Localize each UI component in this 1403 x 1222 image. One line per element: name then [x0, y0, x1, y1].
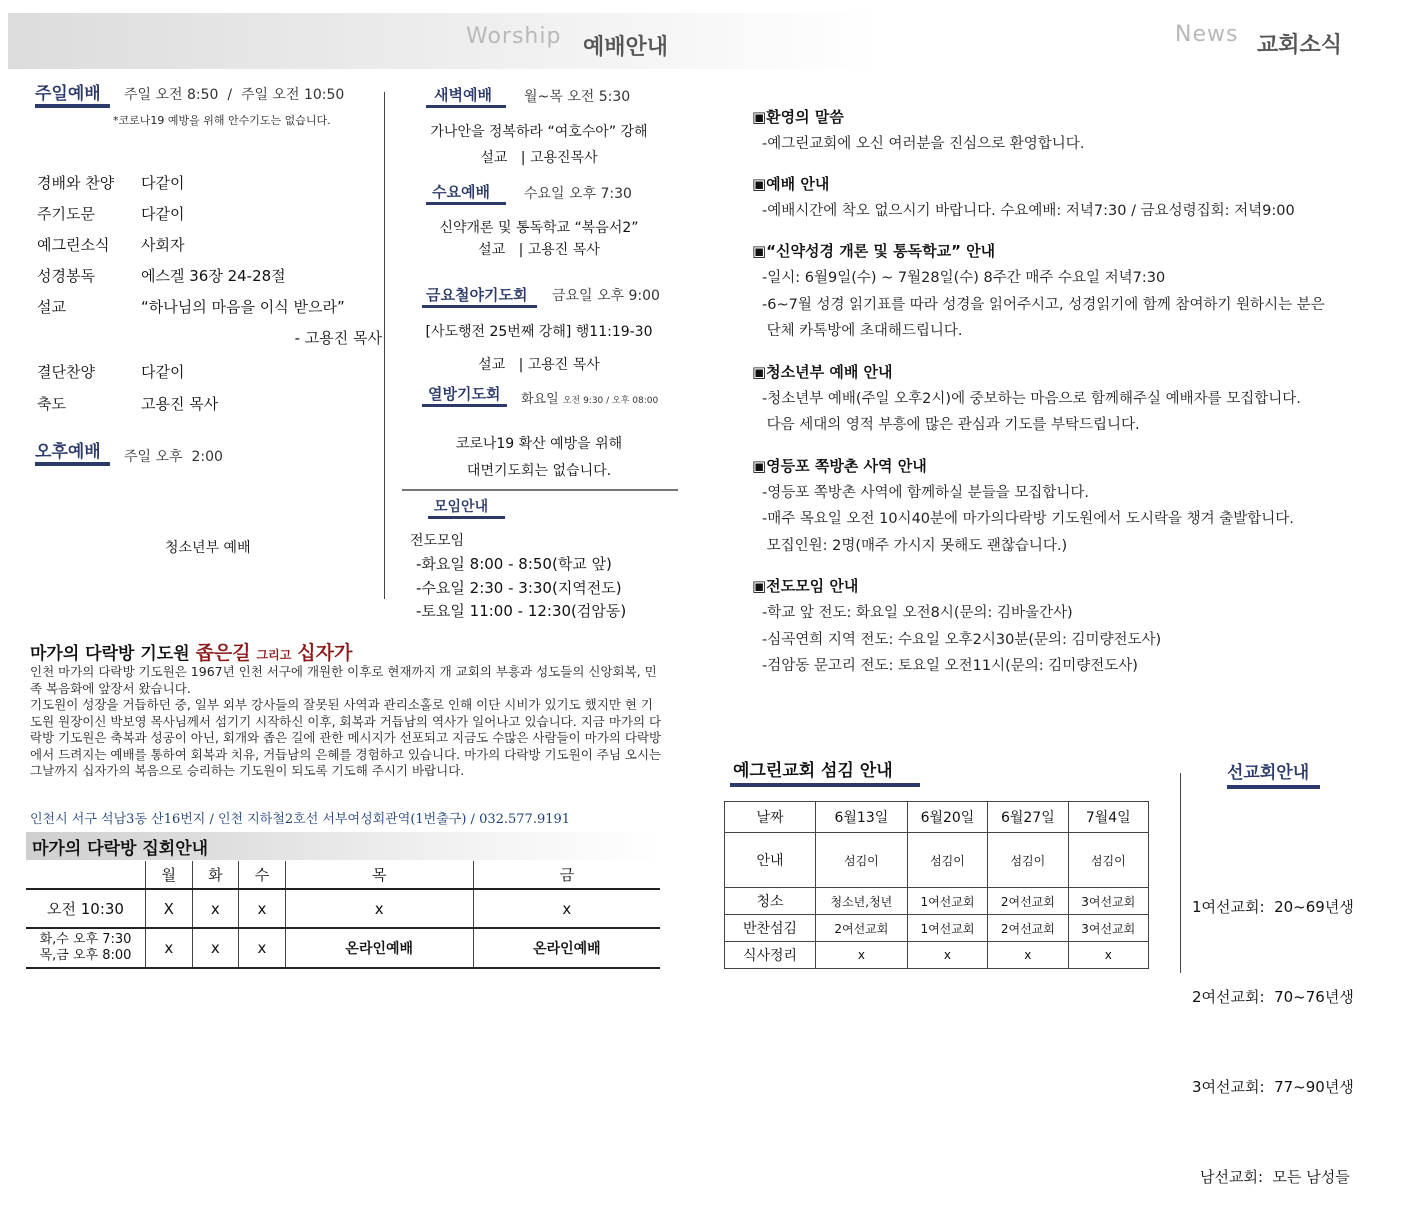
wednesday-title: 수요예배 — [432, 183, 490, 201]
order-label: 예그린소식 — [37, 236, 110, 254]
gathering-time — [26, 928, 146, 968]
news-item — [752, 573, 1392, 680]
news-line: -심곡연희 지역 전도: 수요일 오후2시30분(문의: 김미량전도사) — [762, 631, 1162, 648]
header-worship-en: Worship — [466, 24, 562, 49]
news-title: ▣영등포 쪽방촌 사역 안내 — [752, 456, 927, 475]
sunday-title-underline — [35, 104, 110, 108]
gathering-title: 마가의 다락방 집회안내 — [32, 839, 209, 859]
service-cell: 섬김이 — [816, 833, 908, 888]
news-title: ▣“신약성경 개론 및 통독학교” 안내 — [752, 242, 996, 260]
news-line: -영등포 쪽방촌 사역에 함께하실 분들을 모집합니다. — [762, 484, 1090, 501]
service-cell: 섬김이 — [1068, 833, 1148, 888]
order-value: 다같이 — [141, 205, 185, 223]
gathering-cell: x — [239, 928, 286, 968]
gathering-cell: x — [239, 889, 286, 928]
gathering-cell: x — [192, 889, 239, 928]
header-bar — [8, 13, 883, 69]
service-header-cell: 6월20일 — [907, 802, 987, 833]
gathering-time-line: 화,수 오후 7:30 — [39, 932, 132, 947]
meeting-list — [416, 553, 626, 624]
service-role: 안내 — [725, 833, 816, 888]
meeting-item: -화요일 8:00 - 8:50(학교 앞) — [416, 555, 612, 573]
gathering-day: 목 — [285, 861, 473, 889]
service-role: 식사정리 — [725, 942, 816, 969]
gathering-corner — [26, 861, 146, 889]
gathering-cell: x — [146, 928, 193, 968]
gathering-cell: x — [473, 889, 660, 928]
service-table — [724, 801, 1149, 969]
order-row — [37, 265, 382, 296]
meeting-item: -토요일 11:00 - 12:30(검암동) — [416, 602, 627, 620]
news-line: 모집인원: 2명(매주 가시지 못해도 괜찮습니다.) — [762, 537, 1068, 554]
service-row — [725, 915, 1149, 942]
service-cell: 3여선교회 — [1068, 888, 1148, 915]
order-row — [37, 296, 382, 327]
magar-address: 인천시 서구 석남3동 산16번지 / 인천 지하철2호선 서부여성회관역(1번출구) / 032.577.9191 — [30, 812, 571, 827]
friday-lecture: [사도행전 25번째 강해] 행11:19-30 — [425, 324, 653, 340]
mission-item: 3여선교회: 77~90년생 — [1192, 1078, 1354, 1096]
order-value: 다같이 — [141, 174, 185, 192]
news-item — [752, 453, 1392, 560]
order-value: 사회자 — [141, 236, 185, 254]
service-cell: 섬김이 — [907, 833, 987, 888]
order-value: “하나님의 마음을 이식 받으라” — [141, 298, 345, 316]
news-line: -학교 앞 전도: 화요일 오전8시(문의: 김바울간사) — [762, 605, 1073, 621]
wednesday-title-underline — [426, 202, 506, 205]
sunday-note: *코로나19 예방을 위해 안수기도는 없습니다. — [113, 114, 331, 127]
news-item — [752, 238, 1392, 345]
service-cell: 2여선교회 — [988, 888, 1068, 915]
gathering-header-row — [26, 861, 660, 889]
magar-title-main: 마가의 다락방 기도원 — [30, 644, 190, 664]
service-title: 예그린교회 섬김 안내 — [733, 761, 893, 781]
meeting-name: 전도모임 — [410, 533, 465, 549]
news-line: -예배시간에 착오 없으시기 바랍니다. 수요예배: 저녁7:30 / 금요성령집회: 저녁9:00 — [762, 203, 1295, 219]
header-worship-ko: 예배안내 — [583, 35, 669, 60]
gathering-day: 월 — [146, 861, 193, 889]
news-line: -예그린교회에 오신 여러분을 진심으로 환영합니다. — [762, 136, 1085, 152]
meeting-title: 모임안내 — [434, 499, 489, 515]
afternoon-title: 오후예배 — [35, 442, 101, 462]
order-label: 축도 — [37, 395, 66, 413]
gathering-day: 화 — [192, 861, 239, 889]
service-cell: x — [988, 942, 1068, 969]
service-cell: 청소년,청년 — [816, 888, 908, 915]
news-line: -일시: 6월9일(수) ~ 7월28일(수) 8주간 매주 수요일 저녁7:30 — [762, 270, 1166, 286]
news-line: 다음 세대의 영적 부흥에 많은 관심과 기도를 부탁드립니다. — [762, 417, 1140, 433]
news-line: 단체 카톡방에 초대해드립니다. — [762, 323, 963, 339]
service-header-cell: 6월13일 — [816, 802, 908, 833]
news-line: -검암동 문고리 전도: 토요일 오전11시(문의: 김미량전도사) — [762, 658, 1138, 674]
mission-list — [1192, 832, 1354, 1222]
mission-item: 남선교회: 모든 남성들 — [1200, 1168, 1350, 1186]
friday-time: 금요일 오후 9:00 — [552, 288, 660, 304]
meeting-title-underline — [428, 516, 505, 519]
gathering-time: 오전 10:30 — [47, 900, 124, 918]
order-row — [37, 393, 382, 424]
news-title: ▣전도모임 안내 — [752, 577, 859, 595]
friday-preacher: 설교 | 고용진 목사 — [478, 357, 600, 373]
wednesday-preacher: 설교 | 고용진 목사 — [478, 242, 600, 258]
prayer-line1: 코로나19 확산 예방을 위해 — [455, 436, 623, 452]
order-label: 결단찬양 — [37, 363, 95, 381]
order-label: 성경봉독 — [37, 267, 95, 285]
news-item — [752, 359, 1392, 439]
news-title: ▣환영의 말씀 — [752, 108, 844, 126]
friday-title: 금요철야기도회 — [426, 286, 528, 304]
sunday-time: 주일 오전 8:50 / 주일 오전 10:50 — [124, 87, 345, 103]
news-item — [752, 104, 1392, 157]
mission-item: 1여선교회: 20~69년생 — [1192, 898, 1354, 916]
dawn-lecture: 가나안을 정복하라 “여호수아” 강해 — [430, 124, 648, 140]
service-cell: 2여선교회 — [816, 915, 908, 942]
order-label: 설교 — [37, 298, 66, 316]
service-cell: x — [816, 942, 908, 969]
prayer-title: 열방기도회 — [428, 385, 501, 403]
news-list — [752, 104, 1392, 680]
order-label: 경배와 찬양 — [37, 174, 115, 192]
gathering-row — [26, 889, 660, 928]
mission-divider — [1180, 773, 1181, 973]
service-row — [725, 888, 1149, 915]
magar-title-red: 좁은길 — [195, 642, 251, 664]
prayer-time: 화요일 오전 9:30 / 오후 08:00 — [521, 392, 659, 407]
afternoon-time: 주일 오후 2:00 — [124, 449, 223, 465]
order-value: 에스겔 36장 24-28절 — [141, 267, 286, 285]
gathering-time-line: 목,금 오후 8:00 — [39, 948, 132, 963]
order-value: 고용진 목사 — [141, 395, 219, 413]
service-role: 반찬섬김 — [725, 915, 816, 942]
service-cell: x — [1068, 942, 1148, 969]
news-line: -매주 목요일 오전 10시40분에 마가의다락방 기도원에서 도시락을 챙겨 출발합니다. — [762, 511, 1294, 527]
service-role: 청소 — [725, 888, 816, 915]
sunday-title: 주일예배 — [35, 84, 101, 104]
service-row — [725, 942, 1149, 969]
gathering-cell: X — [146, 889, 193, 928]
order-label: 주기도문 — [37, 205, 95, 223]
gathering-day: 수 — [239, 861, 286, 889]
gathering-cell: x — [285, 889, 473, 928]
service-header-cell: 7월4일 — [1068, 802, 1148, 833]
gathering-cell: x — [192, 928, 239, 968]
order-row — [37, 172, 382, 203]
gathering-cell: 온라인예배 — [285, 928, 473, 968]
news-title: ▣청소년부 예배 안내 — [752, 362, 893, 381]
column-divider — [384, 92, 385, 599]
header-news-ko: 교회소식 — [1257, 33, 1343, 58]
mission-title-underline — [1227, 785, 1320, 789]
service-cell: 1여선교회 — [907, 888, 987, 915]
mission-item: 2여선교회: 70~76년생 — [1192, 988, 1354, 1006]
header-news-en: News — [1175, 22, 1239, 47]
sunday-order — [37, 172, 382, 424]
order-row — [37, 327, 382, 361]
service-cell: x — [907, 942, 987, 969]
magar-title-end: 십자가 — [297, 642, 353, 664]
gathering-row — [26, 928, 660, 968]
prayer-title-underline — [422, 404, 507, 407]
service-cell: 섬김이 — [988, 833, 1068, 888]
magar-para1: 인천 마가의 다락방 기도원은 1967년 인천 서구에 개원한 이후로 현재까지 개 교회의 부흥과 성도들의 신앙회복, 민족 복음화에 앞장서 왔습니다. — [30, 664, 657, 696]
magar-para2: 기도원이 성장을 거듭하던 중, 일부 외부 강사들의 잘못된 사역과 관리소홀로 인해 이단 시비가 있기도 했지만 현 기도원 원장이신 박보영 목사님께서 섬기기 시작하신 이후, 회복과 거듭남의 역사가 일어나고 있습니다. 지금 마가의 다락방 기도원은 축복과 성공이 아닌, 회개와 좁은 길에 관한 메시지가 선포되고 지금도 수많은 사람들이 마가의 다락방에서 드려지는 예배를 통하여 회복과 치유, 거듭남의 은혜를 경험하고 있습니다. 마가의 다락방 기도원이 주님 오시는 그날까지 십자가의 복음으로 승리하는 기도원이 되도록 기도해 주시기 바랍니다. — [30, 697, 662, 778]
meeting-item: -수요일 2:30 - 3:30(지역전도) — [416, 578, 622, 597]
magar-title — [30, 638, 352, 665]
service-cell: 1여선교회 — [907, 915, 987, 942]
prayer-line2: 대면기도회는 없습니다. — [466, 463, 612, 479]
news-line: -청소년부 예배(주일 오후2시)에 중보하는 마음으로 함께해주실 예배자를 모집합니다. — [762, 390, 1301, 407]
news-title: ▣예배 안내 — [752, 175, 830, 193]
news-item — [752, 171, 1392, 224]
order-row — [37, 234, 382, 265]
afternoon-title-underline — [35, 462, 110, 466]
service-header-cell: 날짜 — [725, 802, 816, 833]
wednesday-time: 수요일 오후 7:30 — [524, 186, 632, 202]
meeting-divider — [402, 489, 678, 491]
order-row — [37, 203, 382, 234]
prayer-time-detail: 오전 9:30 / 오후 08:00 — [562, 396, 659, 406]
news-line: -6~7월 성경 읽기표를 따라 성경을 읽어주시고, 성경읽기에 함께 참여하기 원하시는 분은 — [762, 296, 1325, 313]
service-title-underline — [730, 783, 920, 787]
service-header-cell: 6월27일 — [988, 802, 1068, 833]
wednesday-lecture: 신약개론 및 통독학교 “복음서2” — [439, 220, 639, 236]
service-cell: 3여선교회 — [1068, 915, 1148, 942]
gathering-cell: 온라인예배 — [473, 928, 660, 968]
order-value: 다같이 — [141, 363, 185, 381]
dawn-title: 새벽예배 — [434, 86, 492, 104]
friday-title-underline — [422, 305, 537, 308]
mission-title: 선교회안내 — [1227, 763, 1310, 783]
order-row — [37, 361, 382, 393]
service-row — [725, 833, 1149, 888]
dawn-time: 월~목 오전 5:30 — [524, 89, 631, 105]
gathering-table — [26, 861, 660, 969]
dawn-preacher: 설교 | 고용진목사 — [480, 150, 598, 166]
afternoon-item: 청소년부 예배 — [165, 540, 251, 556]
service-cell: 2여선교회 — [988, 915, 1068, 942]
order-value: - 고용진 목사 — [294, 329, 382, 347]
magar-title-small: 그리고 — [256, 648, 292, 662]
gathering-day: 금 — [473, 861, 660, 889]
dawn-title-underline — [426, 105, 506, 108]
service-header-row — [725, 802, 1149, 833]
